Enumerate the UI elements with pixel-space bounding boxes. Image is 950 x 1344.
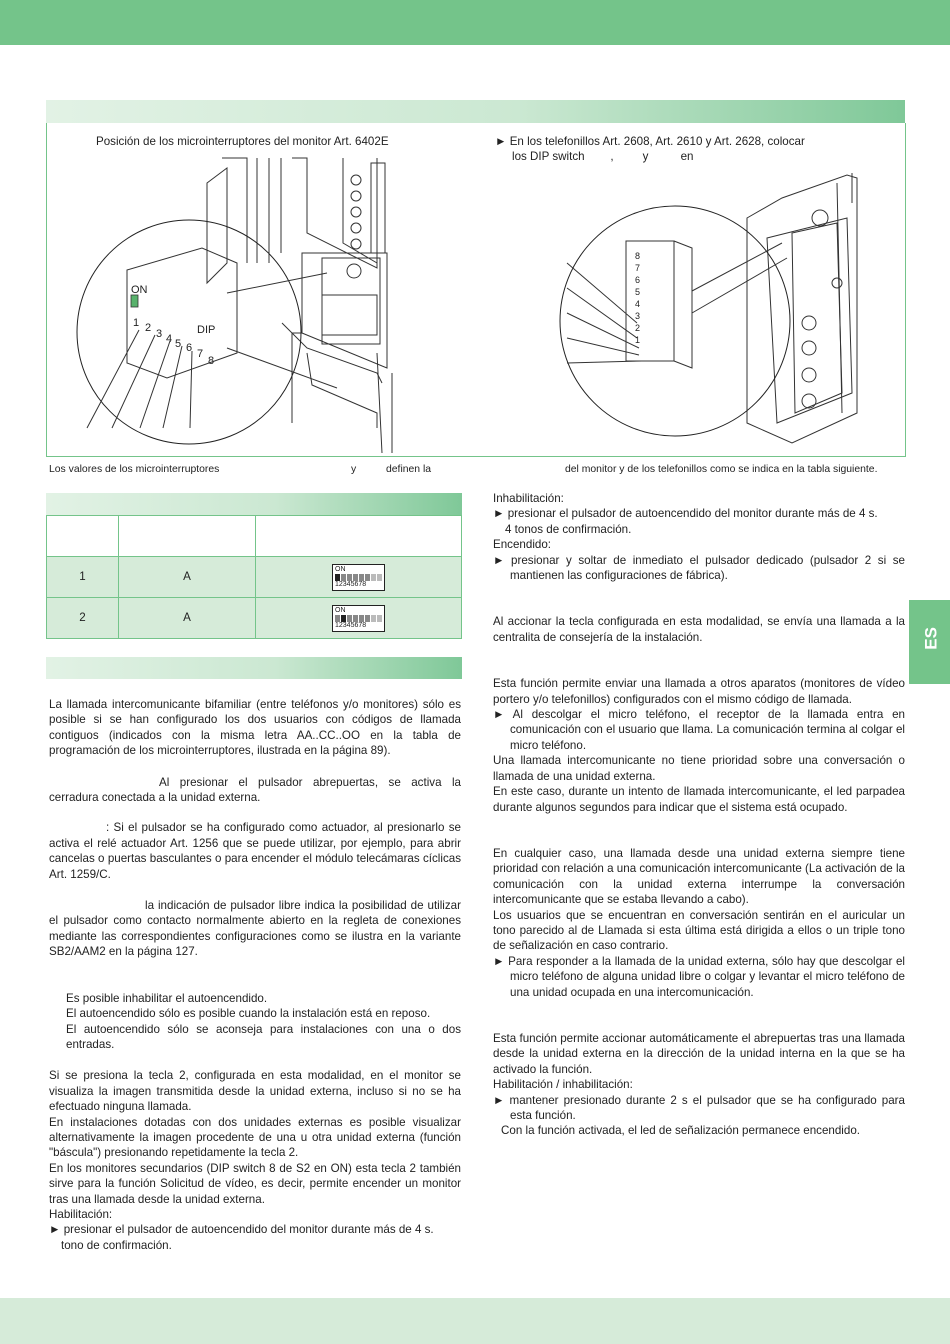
intercom-function-paragraph: Esta función permite enviar una llamada a otros aparatos (monitores de vídeo portero y/o telefonillos) configurados con el mismo código de llamada.	[493, 677, 905, 706]
language-tab: ES	[909, 600, 950, 684]
left-column	[49, 697, 461, 1253]
figure-section-header	[46, 100, 905, 123]
svg-text:3: 3	[635, 311, 641, 321]
caption-c: definen la	[386, 464, 432, 475]
svg-text:2: 2	[145, 322, 152, 334]
svg-text:6: 6	[635, 275, 641, 285]
encendido-bullet: ► presionar y soltar de inmediato el pulsador dedicado (pulsador 2 si se mantienen las configuraciones de fábrica).	[493, 553, 905, 583]
table-row	[47, 598, 462, 639]
svg-text:8: 8	[635, 251, 641, 261]
row-num: 1	[47, 557, 119, 598]
note-3: El autoencendido sólo se aconseja para instalaciones con una o dos entradas.	[66, 1022, 461, 1051]
table-section-header	[46, 493, 462, 515]
svg-text:4: 4	[166, 333, 173, 345]
zoom-circle-left	[77, 220, 301, 444]
concierge-paragraph: Al accionar la tecla configurada en esta modalidad, se envía una llamada a la centralita de consejería de la instalación.	[493, 615, 905, 644]
code-table	[46, 515, 462, 639]
handset-dip	[626, 241, 674, 361]
svg-text:6: 6	[186, 342, 193, 354]
inhab-label: Inhabilitación:	[493, 492, 564, 505]
intercom-paragraph: La llamada intercomunicante bifamiliar (entre teléfonos y/o monitores) sólo es posible si se han configurado los dos usuarios con códigos de llamada contiguos (indicados con la misma letra AA..CC..OO en la tabla de programación de los microinterruptores, ilustrada en la página 89).	[49, 698, 461, 758]
note-2: El autoencendido sólo es posible cuando la instalación está en reposo.	[66, 1007, 431, 1021]
busy-led-paragraph: En este caso, durante un intento de llamada intercomunicante, el led parpadea durante algunos segundos para indicar que el sistema está ocupado.	[493, 785, 905, 814]
inhab-tones: 4 tonos de confirmación.	[505, 522, 632, 536]
dip-mini-icon: ON 12345678	[332, 605, 385, 632]
dip-dip-label: DIP	[197, 324, 216, 336]
hab-inhab-bullet: ► mantener presionado durante 2 s el pulsador que se ha configurado para esta función.	[493, 1093, 905, 1122]
bottom-footer-bar	[0, 1298, 950, 1344]
svg-text:1: 1	[133, 317, 140, 329]
led-paragraph: Con la función activada, el led de señalización permanece encendido.	[501, 1124, 860, 1138]
row-num: 2	[47, 598, 119, 639]
answer-bullet: ► Para responder a la llamada de la unidad externa, sólo hay que descolgar el micro teléfono de alguna unidad libre o colgar y levantar el micro teléfono de una unidad ocupada en una intercomunicación.	[493, 954, 905, 999]
intercom-bullet: ► Al descolgar el micro teléfono, el receptor de la llamada entra en comunicación con el usuario que llama. La comunicación termina al colgar el micro teléfono.	[493, 708, 905, 752]
figure-right-caption-1: ► En los telefonillos Art. 2608, Art. 2610 y Art. 2628, colocar	[495, 135, 805, 148]
autoswitch-paragraph: Si se presiona la tecla 2, configurada en esta modalidad, en el monitor se visualiza la imagen transmitida desde la unidad externa, incluso si no se ha efectuado ninguna llamada.	[49, 1069, 461, 1114]
secondary-monitor-paragraph: En los monitores secundarios (DIP switch 8 de S2 en ON) esta tecla 2 también sirve para la función Solicitud de vídeo, es decir, permite encender un monitor tras una llamada desde la unidad externa.	[49, 1161, 461, 1206]
zoom-circle-right	[560, 206, 790, 436]
svg-text:7: 7	[197, 348, 204, 360]
monitor-knob	[347, 264, 361, 278]
svg-text:5: 5	[635, 287, 641, 297]
svg-text:1: 1	[635, 335, 641, 345]
figure-left-caption: Posición de los microinterruptores del monitor Art. 6402E	[96, 135, 389, 148]
handset-screw	[812, 210, 828, 226]
terminal-block	[351, 163, 385, 253]
dip-switch-illustration	[47, 123, 905, 456]
row-letter: A	[119, 557, 256, 598]
figure-right-caption-2: los DIP switch , y en	[512, 150, 694, 163]
caption-d: del monitor y de los telefonillos como se indica en la tabla siguiente.	[565, 464, 878, 475]
svg-text:7: 7	[635, 263, 641, 273]
dip-mini-icon: ON 12345678	[332, 564, 385, 591]
svg-text:4: 4	[635, 299, 641, 309]
bascula-paragraph: En instalaciones dotadas con dos unidades externas es posible visualizar alternativamente la imagen procedente de una u otra unidad externa (función "báscula") presionando repetidamente la tecla 2.	[49, 1115, 461, 1160]
svg-text:3: 3	[156, 328, 163, 340]
priority-paragraph: Una llamada intercomunicante no tiene prioridad sobre una conversación o llamada de una unidad externa.	[493, 754, 905, 783]
row-letter: A	[119, 598, 256, 639]
note-1: Es posible inhabilitar el autoencendido.	[66, 991, 268, 1005]
caption-a: Los valores de los microinterruptores	[49, 464, 220, 475]
habilitacion-label: Habilitación:	[49, 1207, 113, 1221]
external-priority-paragraph: En cualquier caso, una llamada desde una unidad externa siempre tiene prioridad con relación a una comunicación intercomunicante (La activación de la comunicación con la unidad externa interrumpe la conversación intercomunicante que se estaba llevando a cabo).	[493, 846, 905, 907]
tone-paragraph: Los usuarios que se encuentran en conversación sentirán en el auricular un tono parecido al de Llamada si esta última está dirigida a ellos o un triple tono de señalización en caso contrario.	[493, 908, 905, 953]
hab-inhab-label: Habilitación / inhabilitación:	[493, 1078, 633, 1092]
habilitacion-tone: tono de confirmación.	[61, 1238, 172, 1252]
functions-section-header	[46, 657, 462, 679]
table-row	[47, 557, 462, 598]
inhab-bullet: ► presionar el pulsador de autoencendido del monitor durante más de 4 s.	[493, 507, 878, 521]
auto-opener-paragraph: Esta función permite accionar automáticamente el abrepuertas tras una llamada desde la unidad externa en la dirección de la unidad interna en la que se ha activado la función.	[493, 1031, 905, 1076]
dip-on-label: ON	[131, 284, 148, 296]
door-opener-paragraph: Al presionar el pulsador abrepuertas, se activa la cerradura conectada a la unidad externa.	[49, 775, 461, 805]
svg-text:8: 8	[208, 355, 215, 367]
svg-text:2: 2	[635, 323, 641, 333]
right-column	[493, 491, 905, 1139]
actuator-paragraph: : Si el pulsador se ha configurado como actuador, al presionarlo se activa el relé actuador Art. 1256 que se puede utilizar, por ejemplo, para abrir cancelas o puertas basculantes o para encender el módulo telecámaras cíclicas Art. 1259/C.	[49, 821, 461, 881]
encendido-label: Encendido:	[493, 538, 552, 552]
figure-box	[46, 123, 906, 457]
habilitacion-bullet: ► presionar el pulsador de autoencendido del monitor durante más de 4 s.	[49, 1223, 434, 1237]
svg-text:5: 5	[175, 338, 182, 350]
top-header-bar	[0, 0, 950, 45]
free-button-paragraph: la indicación de pulsador libre indica la posibilidad de utilizar el pulsador como contacto normalmente abierto en la regleta de conexiones mediante las correspondientes configuraciones como se ilustra en la variante SB2/AAM2 en la página 127.	[49, 899, 461, 959]
caption-b: y	[351, 464, 357, 475]
